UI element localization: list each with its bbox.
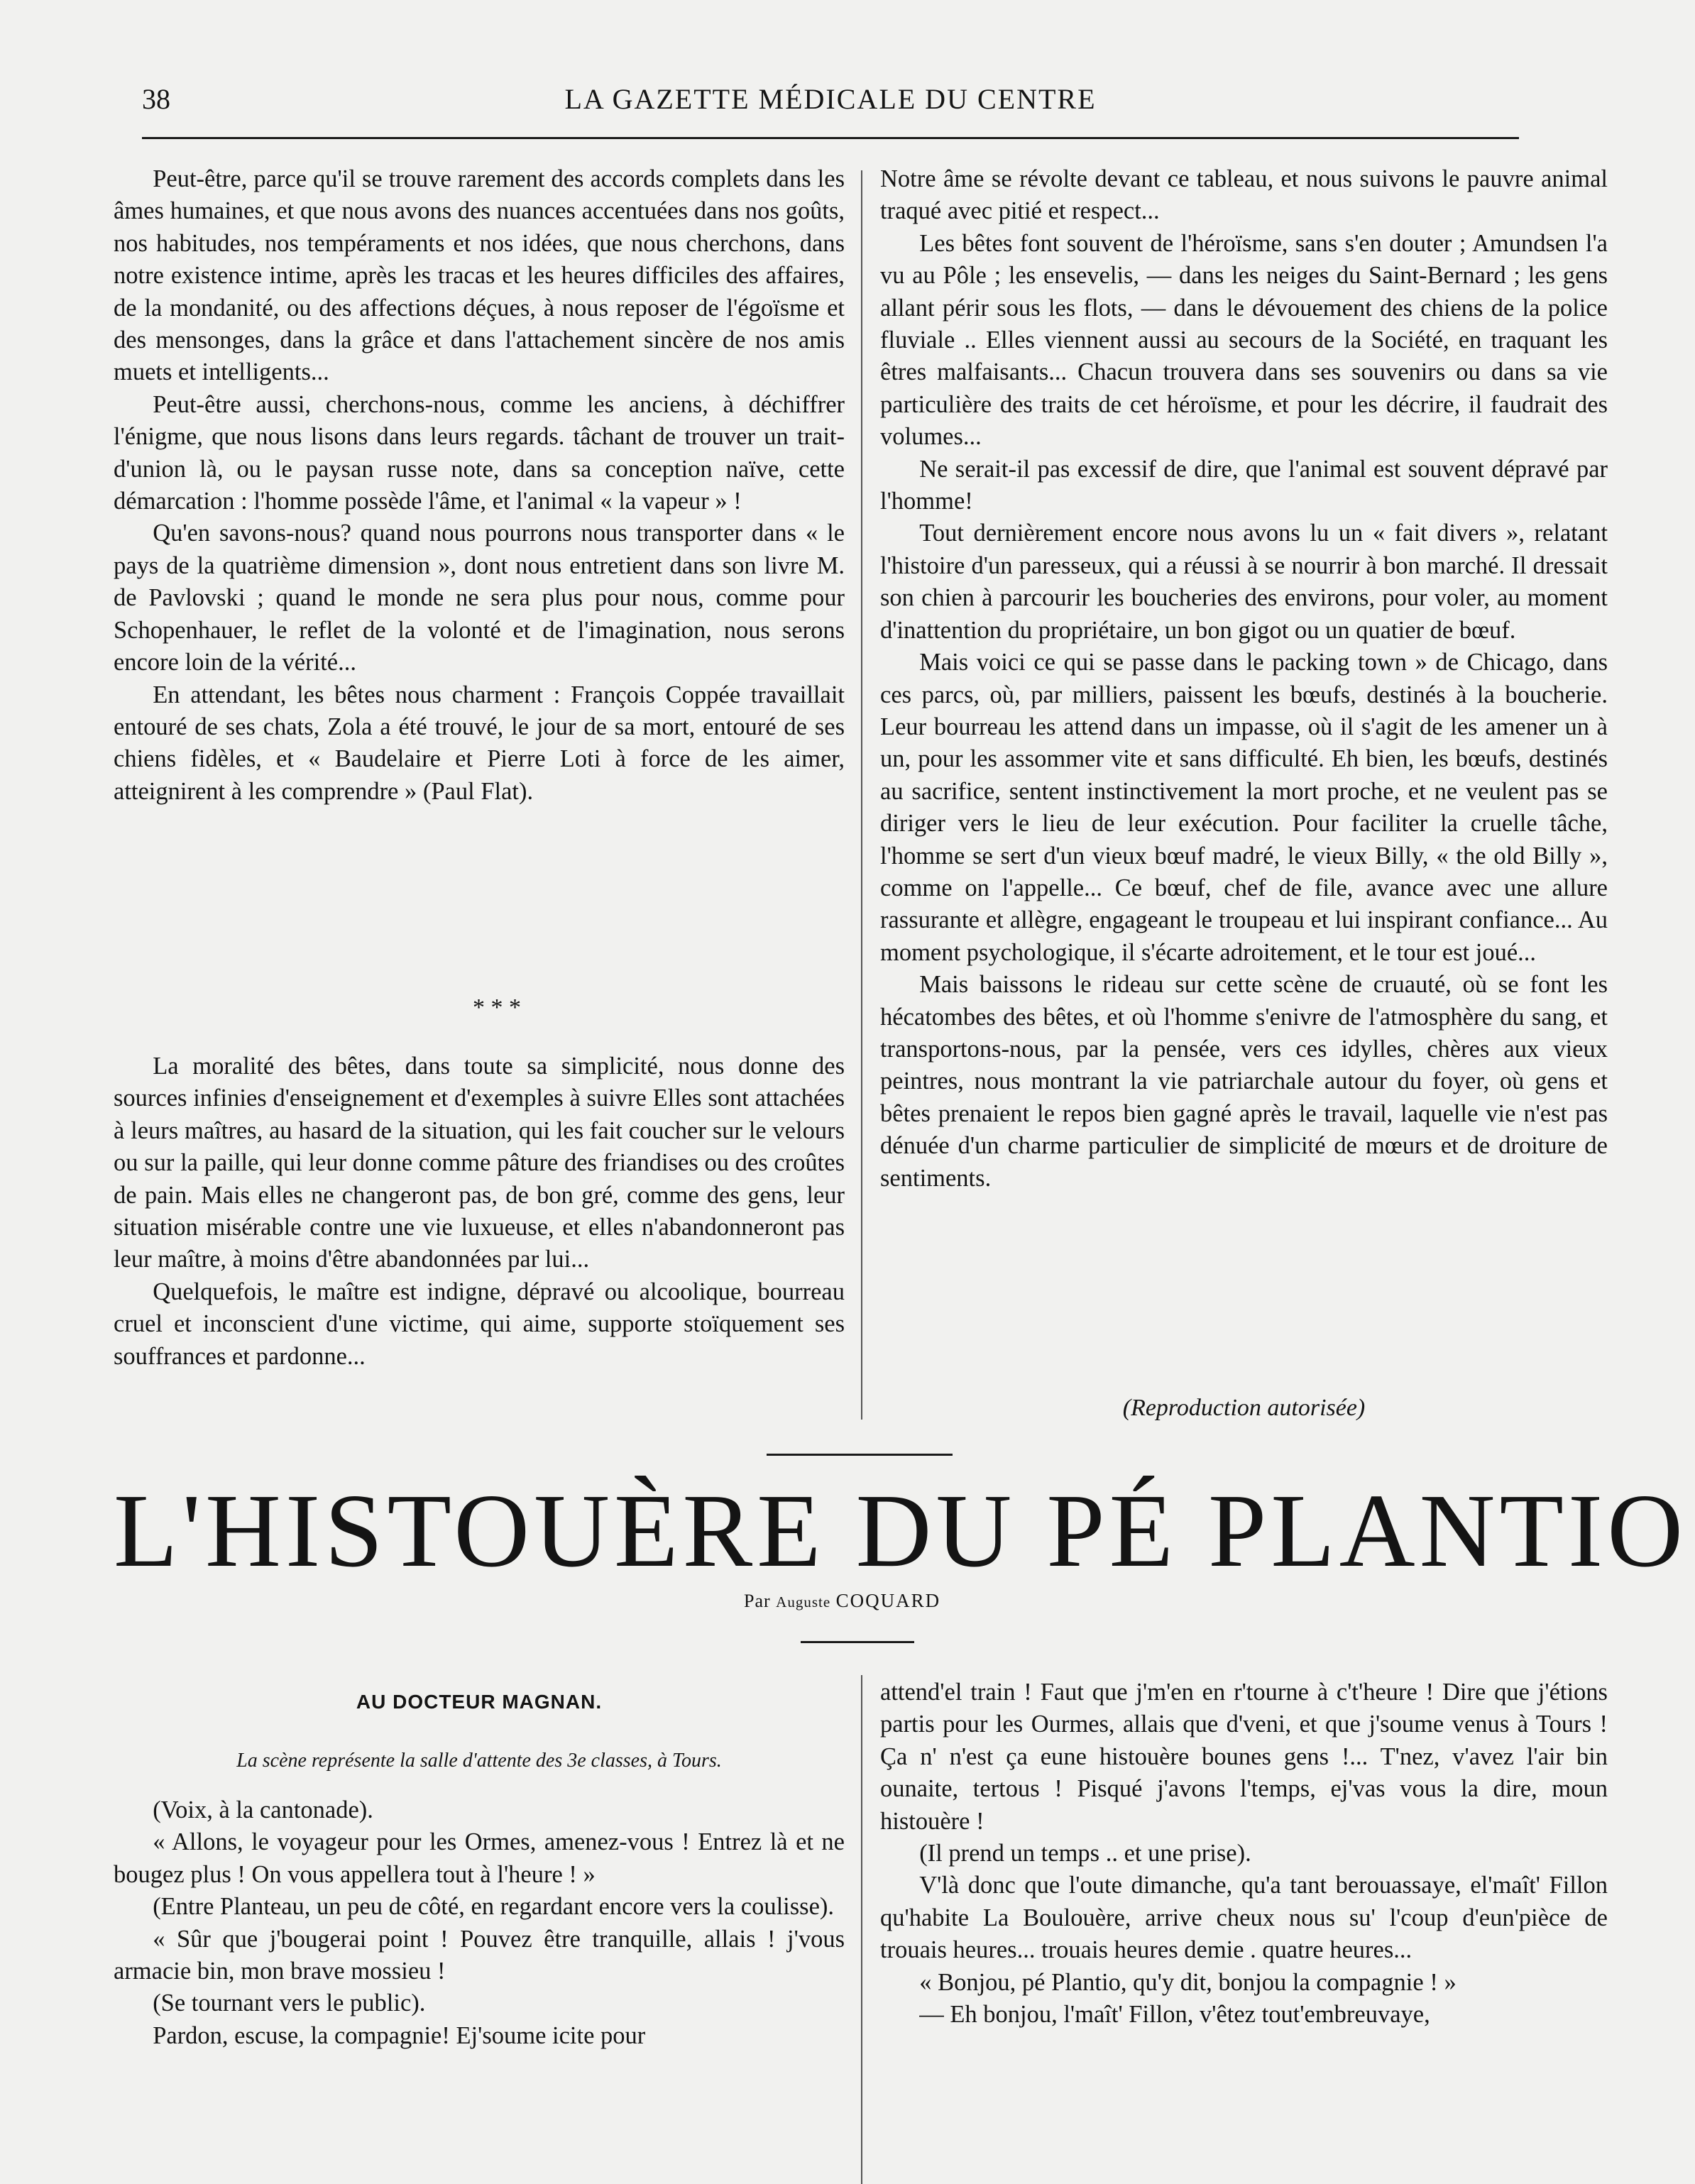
paragraph: Quelquefois, le maître est indigne, dépravé ou alcoolique, bourreau cruel et inconscient d'une victime, qui aime, supporte stoïquement ses souffrances et pardonne... (114, 1278, 845, 1370)
column-divider (861, 1675, 862, 2184)
paragraph: Peut-être, parce qu'il se trouve rarement des accords complets dans les âmes humaines, et que nous avons des nuances accentuées dans nos goûts, nos habitudes, nos tempéraments et nos idées, que nous cherchons, dans notre existence intime, après les tracas et les heures difficiles des affaires, de la mondanité, ou des affections déçues, à nous reposer de l'égoïsme et des mensonges, dans la grâce et dans l'attachement sincère de nos amis muets et intelligents... (114, 165, 845, 386)
paragraph: (Il prend un temps .. et une prise). (919, 1840, 1251, 1867)
paragraph: « Bonjou, pé Plantio, qu'y dit, bonjou la compagnie ! » (919, 1968, 1457, 1996)
paragraph: attend'el train ! Faut que j'm'en en r'tourne à c't'heure ! Dire que j'étions partis pour les Ourmes, allais que d'veni, et que j'soume venus à Tours ! Ça n' n'est ça eune histouère bounes gens !... T'nez, v'avez l'air bin ounaite, tertous ! Pisqué j'avons l'temps, ej'vas vous la dire, moun histouère ! (880, 1679, 1608, 1835)
byline (744, 1590, 940, 1612)
paragraph: Qu'en savons-nous? quand nous pourrons nous transporter dans « le pays de la quatrième dimension », dont nous entretient dans son livre M. de Pavlovski ; quand le monde ne sera plus pour nous, comme pour Schopenhauer, le reflet de la volonté et de l'imagination, nous serons encore loin de la vérité... (114, 520, 845, 676)
paragraph: En attendant, les bêtes nous charment : François Coppée travaillait entouré de ses chats, Zola a été trouvé, le jour de sa mort, entouré de ses chiens fidèles, et « Baudelaire et Pierre Loti à force de les aimer, atteignirent à les comprendre » (Paul Flat). (114, 681, 845, 805)
story-title: L'HISTOUÈRE DU PÉ PLANTIO (114, 1473, 1688, 1589)
top-right-column (880, 163, 1608, 1195)
paragraph: « Sûr que j'bougerai point ! Pouvez être tranquille, allais ! j'vous armacie bin, mon brave mossieu ! (114, 1925, 845, 1985)
after-mark-column (114, 1050, 845, 1373)
paragraph: Notre âme se révolte devant ce tableau, et nous suivons le pauvre animal traqué avec pitié et respect... (880, 165, 1608, 225)
scene-direction: La scène représente la salle d'attente des 3e classes, à Tours. (236, 1750, 722, 1772)
paragraph: « Allons, le voyageur pour les Ormes, amenez-vous ! Entrez là et ne bougez plus ! On vous appellera tout à l'heure ! » (114, 1828, 845, 1888)
page-number: 38 (142, 83, 170, 115)
section-asterism: * * * (473, 994, 521, 1021)
paragraph: Les bêtes font souvent de l'héroïsme, sans s'en douter ; Amundsen l'a vu au Pôle ; les ensevelis, — dans les neiges du Saint-Bernard ; les gens allant périr sous les flots, — dans le dévouement des chiens de la police fluviale .. Elles viennent aussi au secours de la Société, en traquant les êtres malfaisants... Chacun trouvera dans ses souvenirs ou dans sa vie particulière des traits de cet héroïsme, et pour les décrire, il faudrait des volumes... (880, 229, 1608, 451)
paragraph: (Se tournant vers le public). (153, 1990, 426, 2017)
byline-last-name: COQUARD (835, 1590, 941, 1611)
paragraph: — Eh bonjou, l'maît' Fillon, v'êtez tout'embreuvaye, (919, 2001, 1430, 2029)
story-right-column (880, 1677, 1608, 2031)
byline-par: Par (744, 1591, 771, 1611)
reproduction-note: (Reproduction autorisée) (1122, 1395, 1366, 1421)
paragraph: Peut-être aussi, cherchons-nous, comme les anciens, à déchiffrer l'énigme, que nous lisons dans leurs regards. tâchant de trouver un trait-d'union là, ou le paysan russe note, dans sa conception naïve, cette démarcation : l'homme possède l'âme, et l'animal « la vapeur » ! (114, 390, 845, 515)
column-divider (861, 170, 862, 1420)
story-left-column (114, 1794, 845, 2052)
paragraph: Mais baissons le rideau sur cette scène de cruauté, où se font les hécatombes des bêtes, et où l'homme s'enivre de l'atmosphère du sang, et transportons-nous, par la pensée, vers ces idylles, chères aux vieux peintres, nous montrant la vie patriarchale autour du foyer, où gens et bêtes prenaient le repos bien gagné après le travail, laquelle vie n'est pas dénuée d'un charme particulier de simplicité de mœurs et de droiture de sentiments. (880, 971, 1608, 1192)
page-header (142, 82, 1519, 125)
paragraph: V'là donc que l'oute dimanche, qu'a tant berouassaye, el'maît' Fillon qu'habite La Boulouère, arrive cheux nous su' l'coup d'eun'pièce de trouais heures... trouais heures demie . quatre heures... (880, 1872, 1608, 1964)
paragraph: Ne serait-il pas excessif de dire, que l'animal est souvent dépravé par l'homme! (880, 455, 1608, 515)
header-rule (142, 137, 1519, 139)
section-rule (767, 1454, 953, 1456)
paragraph: (Entre Planteau, un peu de côté, en regardant encore vers la coulisse). (153, 1893, 835, 1921)
paragraph: Tout dernièrement encore nous avons lu un « fait divers », relatant l'histoire d'un paresseux, qui a réussi à se nourrir à bon marché. Il dressait son chien à parcourir les boucheries des environs, pour voler, au moment d'inattention du propriétaire, un bon gigot ou un quatier de bœuf. (880, 520, 1608, 644)
paragraph: Mais voici ce qui se passe dans le packing town » de Chicago, dans ces parcs, où, par milliers, paissent les bœufs, destinés à la boucherie. Leur bourreau les attend dans un impasse, où il s'agit de les amener un à un, pour les assommer vite et sans difficulté. Eh bien, les bœufs, destinés au sacrifice, sentent instinctivement la mort proche, et ne veulent pas se diriger vers le lieu de leur exécution. Pour faciliter la cruelle tâche, l'homme se sert d'un vieux bœuf madré, le vieux Billy, « the old Billy », comme on l'appelle... Ce bœuf, chef de file, avance avec une allure rassurante et allègre, engageant le troupeau et lui inspirant confiance... Au moment psychologique, il s'écarte adroitement, et le tour est joué... (880, 649, 1608, 966)
paragraph: (Voix, à la cantonade). (153, 1796, 373, 1823)
paragraph: Pardon, escuse, la compagnie! Ej'soume icite pour (153, 2021, 646, 2049)
byline-first-name: Auguste (776, 1593, 831, 1610)
dedication: AU DOCTEUR MAGNAN. (356, 1691, 603, 1713)
top-left-column (114, 163, 845, 808)
paragraph: La moralité des bêtes, dans toute sa simplicité, nous donne des sources infinies d'enseignement et d'exemples à suivre Elles sont attachées à leurs maîtres, au hasard de la situation, qui les fait coucher sur le velours ou sur la paille, qui leur donne comme pâture des friandises ou des croûtes de pain. Mais elles ne changeront pas, de bon gré, comme des gens, leur situation misérable contre une vie luxueuse, et elles n'abandonneront pas leur maître, à moins d'être abandonnées par lui... (114, 1053, 845, 1273)
running-title: LA GAZETTE MÉDICALE DU CENTRE (564, 83, 1097, 115)
byline-rule (801, 1641, 914, 1643)
